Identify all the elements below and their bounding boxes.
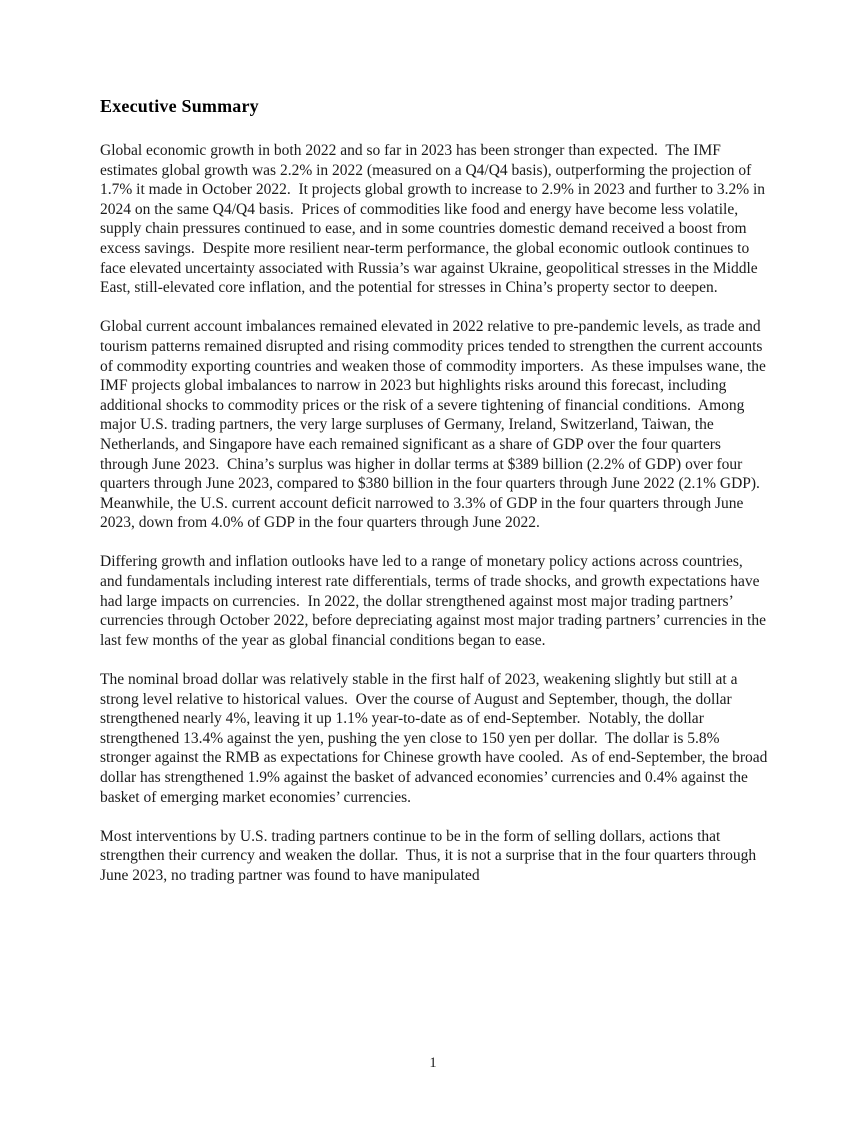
document-content [100, 96, 772, 886]
paragraph-interventions: Most interventions by U.S. trading partners continue to be in the form of selling dollars, actions that strengthen their currency and weaken the dollar. Thus, it is not a surprise that in the four quarters through June 2023, no trading partner was found to have manipulated [100, 827, 761, 884]
page-title: Executive Summary [100, 96, 259, 116]
page-number: 1 [429, 1055, 437, 1071]
paragraph-monetary-policy: Differing growth and inflation outlooks have led to a range of monetary policy actions across countries, and fundamentals including interest rate differentials, terms of trade shocks, and growth expectations have had large impacts on currencies. In 2022, the dollar strengthened against most major trading partners’ currencies through October 2022, before depreciating against most major trading partners’ currencies in the last few months of the year as global financial conditions began to ease. [100, 553, 770, 649]
paragraph-broad-dollar: The nominal broad dollar was relatively stable in the first half of 2023, weakening slightly but still at a strong level relative to historical values. Over the course of August and September, though, the dollar strengthened nearly 4%, leaving it up 1.1% year-to-date as of end-September. Notably, the dollar strengthened 13.4% against the yen, pushing the yen close to 150 yen per dollar. The dollar is 5.8% stronger against the RMB as expectations for Chinese growth have cooled. As of end-September, the broad dollar has strengthened 1.9% against the basket of advanced economies’ currencies and 0.4% against the basket of emerging market economies’ currencies. [100, 671, 772, 806]
paragraph-current-account-imbalances: Global current account imbalances remained elevated in 2022 relative to pre-pandemic levels, as trade and tourism patterns remained disrupted and rising commodity prices tended to strengthen the current accounts of commodity exporting countries and weaken those of commodity importers. As these impulses wane, the IMF projects global imbalances to narrow in 2023 but highlights risks around this forecast, including additional shocks to commodity prices or the risk of a severe tightening of financial conditions. Among major U.S. trading partners, the very large surpluses of Germany, Ireland, Switzerland, Taiwan, the Netherlands, and Singapore have each remained significant as a share of GDP over the four quarters through June 2023. China’s surplus was higher in dollar terms at $389 billion (2.2% of GDP) over four quarters through June 2023, compared to $380 billion in the four quarters through June 2022 (2.1% GDP). Meanwhile, the U.S. current account deficit narrowed to 3.3% of GDP in the four quarters through June 2023, down from 4.0% of GDP in the four quarters through June 2022. [100, 318, 770, 532]
paragraph-global-growth: Global economic growth in both 2022 and so far in 2023 has been stronger than expected. The IMF estimates global growth was 2.2% in 2022 (measured on a Q4/Q4 basis), outperforming the projection of 1.7% it made in October 2022. It projects global growth to increase to 2.9% in 2023 and further to 3.2% in 2024 on the same Q4/Q4 basis. Prices of commodities like food and energy have become less volatile, supply chain pressures continued to ease, and in some countries domestic demand received a boost from excess savings. Despite more resilient near-term performance, the global economic outlook continues to face elevated uncertainty associated with Russia’s war against Ukraine, geopolitical stresses in the Middle East, still-elevated core inflation, and the potential for stresses in China’s property sector to deepen. [100, 142, 769, 297]
